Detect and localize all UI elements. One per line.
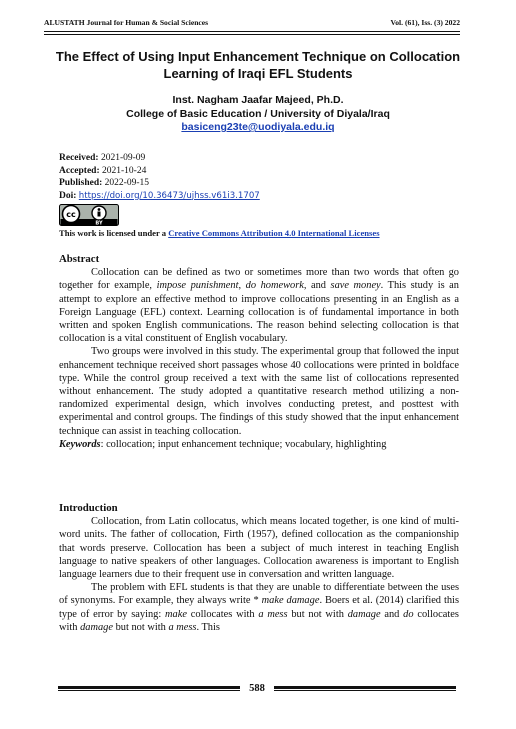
doi-link[interactable]: https://doi.org/10.36473/ujhss.v61i3.1707 xyxy=(78,190,260,201)
license-link[interactable]: Creative Commons Attribution 4.0 International Licenses xyxy=(168,228,380,238)
abstract-section xyxy=(59,253,459,451)
received-date: 2021-09-09 xyxy=(100,153,146,163)
paper-title xyxy=(44,48,472,82)
header-rule-thin xyxy=(44,34,460,35)
page-number: 588 xyxy=(249,683,265,694)
author-name: Inst. Nagham Jaafar Majeed, Ph.D. xyxy=(172,94,344,106)
introduction-section xyxy=(59,502,459,634)
svg-text:BY: BY xyxy=(95,220,103,226)
page-footer xyxy=(58,683,456,695)
abstract-paragraph-2: Two groups were involved in this study. The experimental group that followed the input enhancement technique received short passages whose 40 collocations were printed in boldface type. While the control group received a text with the same list of collocations represented without enhancement. The study adopted a quantitative research method utilizing a non- randomized experimental design, which involves conducting pretest, and posttest with experimental and control groups. The findings of this study showed that the input enhancement technique can assist in teaching collocation. xyxy=(59,346,459,437)
accepted-date: 2021-10-24 xyxy=(102,165,147,176)
svg-text:cc: cc xyxy=(66,210,76,219)
introduction-heading: Introduction xyxy=(59,502,118,514)
introduction-paragraph-2: The problem with EFL students is that they are unable to differentiate between the uses of synonyms. For example, they always write * make damage. Boers et al. (2014) clarified this type of error by saying: make collocates with a mess but not with damage and do collocates with damage but not with a mess. This xyxy=(59,582,459,633)
doi-label: Doi: xyxy=(59,190,77,201)
header-rule xyxy=(44,31,460,32)
published-label: Published: xyxy=(59,178,103,188)
title-line-2: Learning of Iraqi EFL Students xyxy=(163,66,353,81)
volume-issue: Vol. (61), Iss. (3) 2022 xyxy=(390,18,460,27)
introduction-paragraph-1: Collocation, from Latin collocatus, which means located together, is one kind of multi-word units. The father of collocation, Firth (1957), defined collocation as the companionship that words preserve. Collocation has been a subject of much interest in teaching English language to native speakers of other languages. Collocation awareness is important to English language learners due to their frequent use in conversation and written language. xyxy=(59,516,459,581)
abstract-heading: Abstract xyxy=(59,253,100,265)
accepted-label: Accepted: xyxy=(59,165,100,176)
title-line-1: The Effect of Using Input Enhancement Technique on Collocation xyxy=(55,49,461,64)
footer-rule-right xyxy=(274,686,456,692)
keywords-line: Keywords: collocation; input enhancement technique; vocabulary, highlighting xyxy=(59,438,387,450)
received-label: Received: xyxy=(59,153,99,163)
cc-by-license-icon[interactable] xyxy=(59,204,119,226)
author-block xyxy=(44,94,472,135)
author-email-link[interactable]: basiceng23te@uodiyala.edu.iq xyxy=(181,121,335,133)
published-date: 2022-09-15 xyxy=(104,178,149,188)
article-dates xyxy=(59,152,260,202)
license-statement: This work is licensed under a Creative Commons Attribution 4.0 International Licenses xyxy=(59,228,380,238)
running-header xyxy=(44,18,460,32)
abstract-paragraph-1: Collocation can be defined as two or sometimes more than two words that often go together for example, impose punishment, do homework, and save money. This study is an attempt to explore an effective method to improve collocations presenting in an English as a Foreign Language (EFL) context. Learning collocation is of fundamental importance in both written and spoken English communications. The reason behind selecting collocation is that collocation is a vital constituent of English vocabulary. xyxy=(59,267,459,345)
author-affiliation: College of Basic Education / University of Diyala/Iraq xyxy=(126,107,390,120)
journal-name: ALUSTATH Journal for Human & Social Sciences xyxy=(44,18,209,27)
